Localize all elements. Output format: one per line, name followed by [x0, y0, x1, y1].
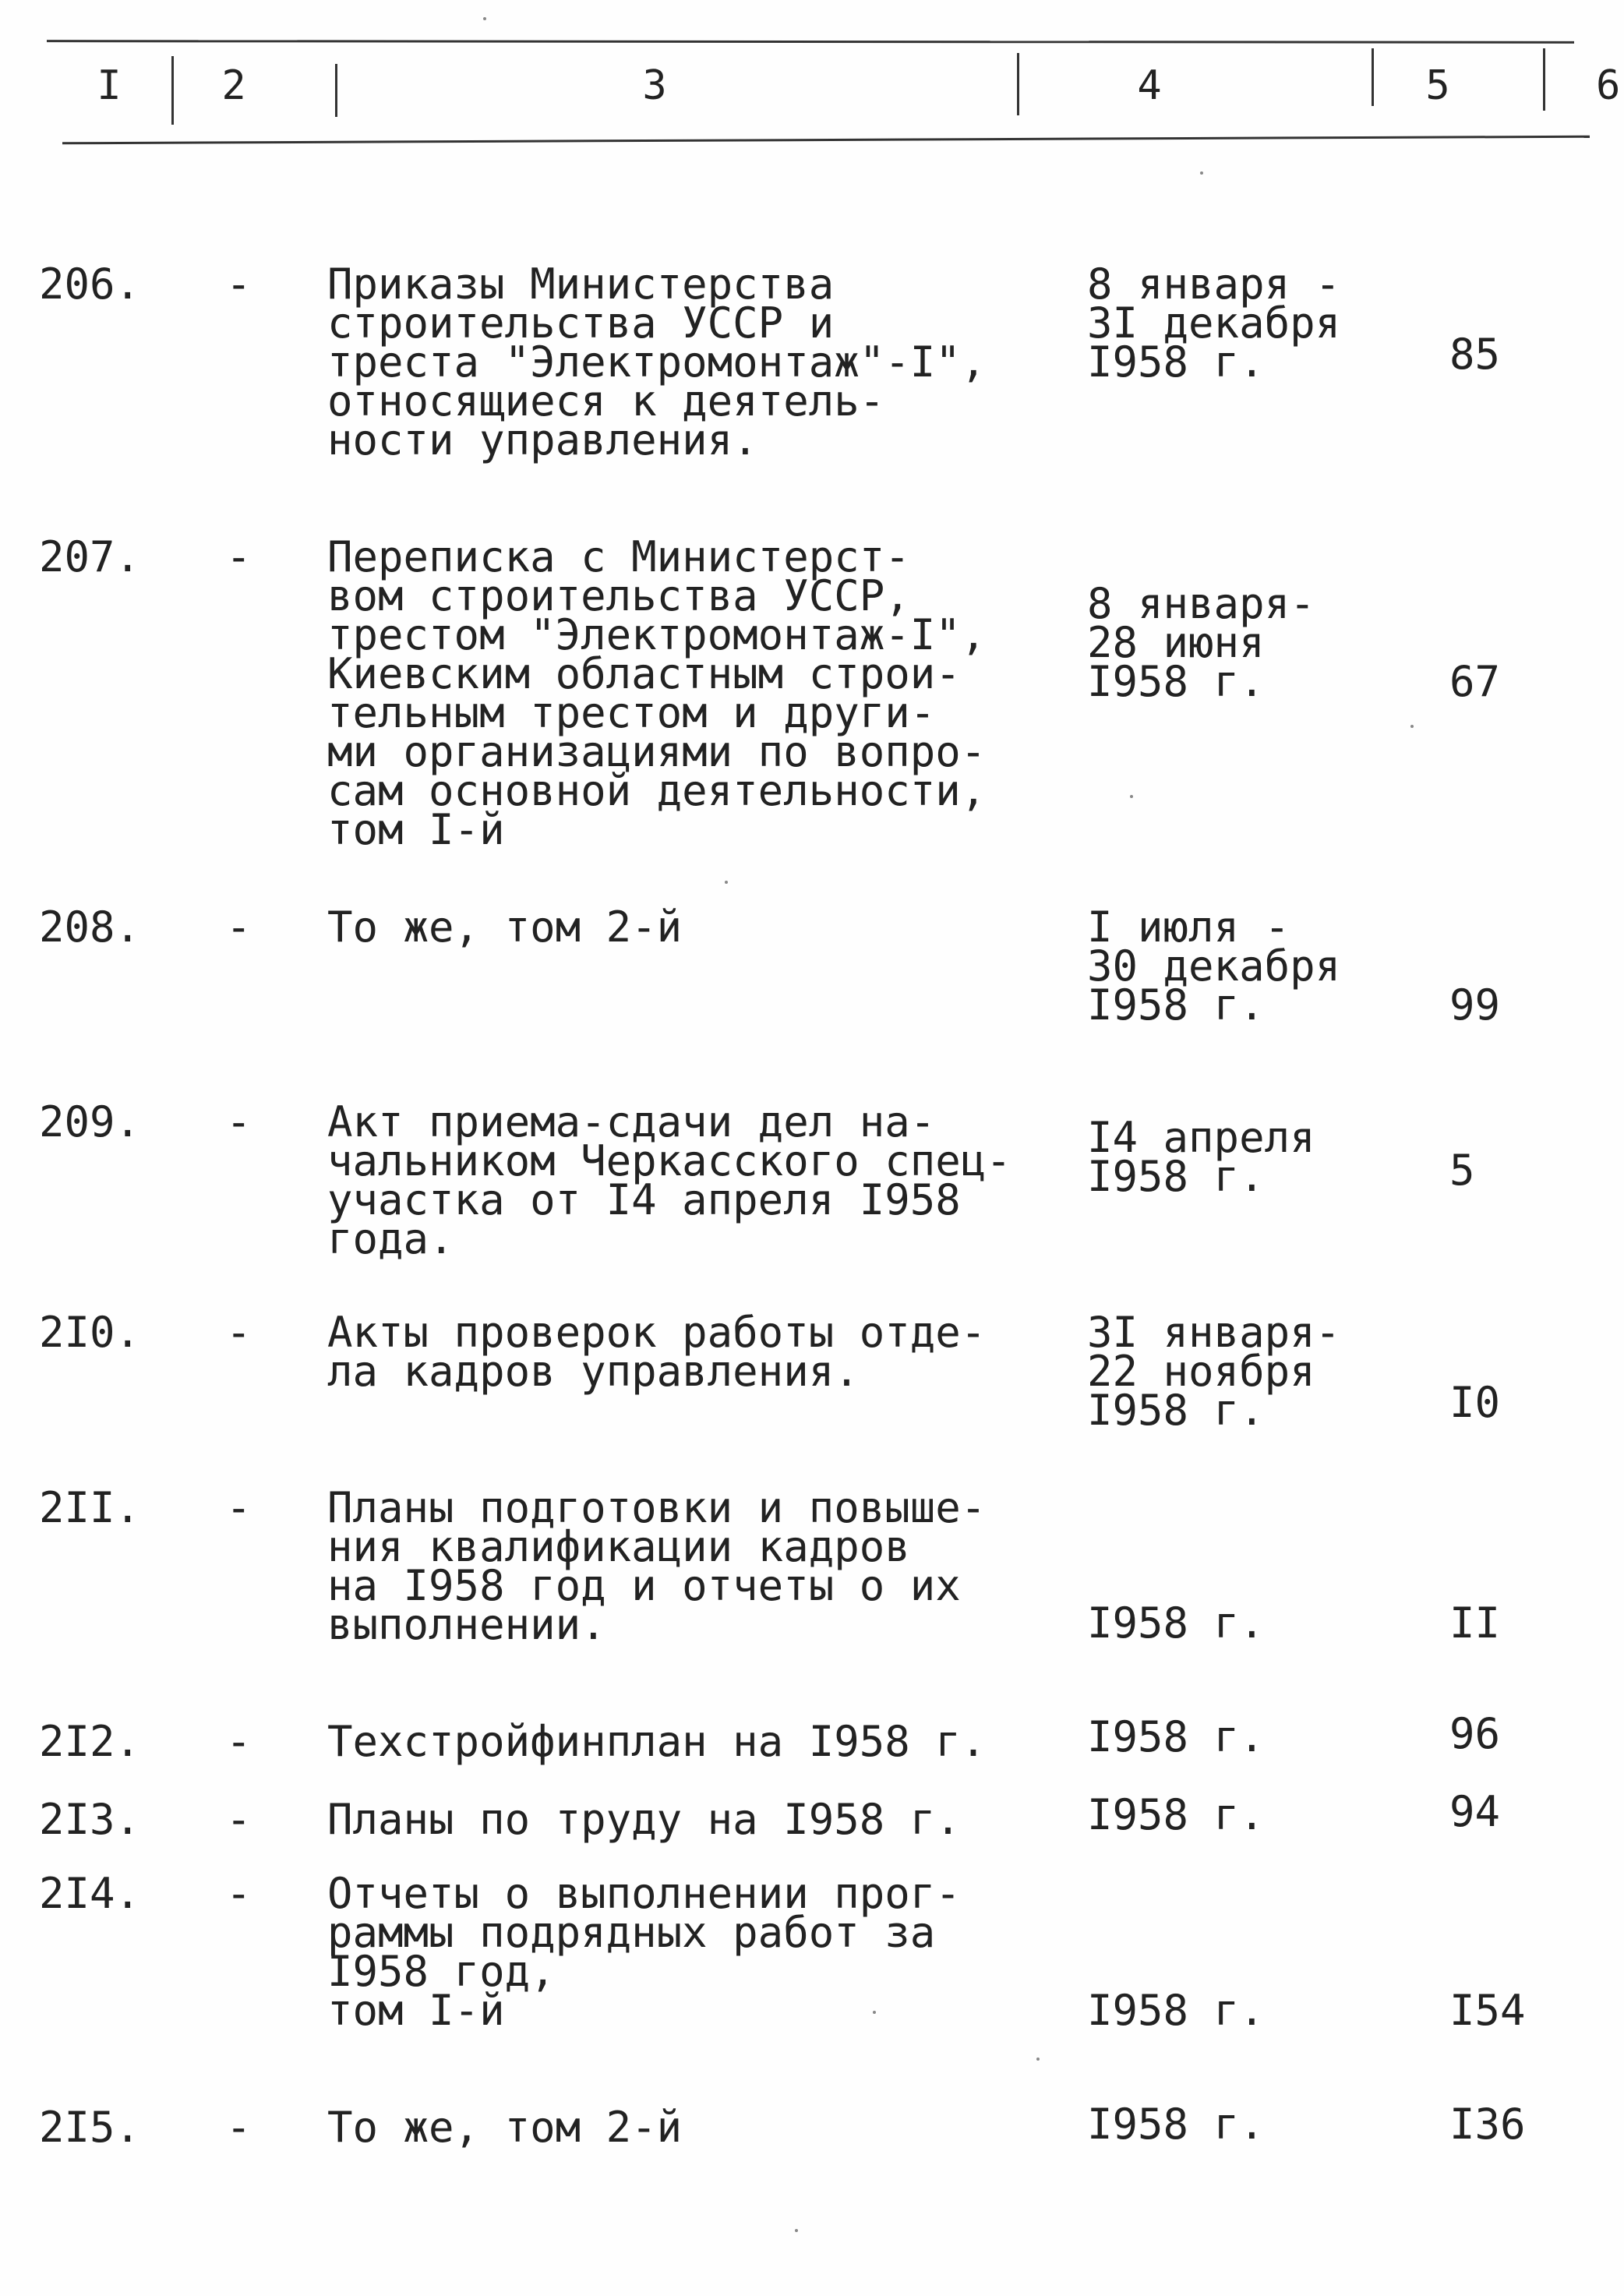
row-sheet-count: 85	[1449, 330, 1501, 379]
header-col-5: 5	[1425, 62, 1450, 109]
row-number: 206.	[39, 260, 141, 309]
row-sheet-count: I36	[1449, 2100, 1526, 2149]
row-dash: -	[226, 1483, 252, 1532]
row-title: То же, том 2-й	[327, 2103, 683, 2152]
header-divider-4-5	[1372, 48, 1374, 106]
row-title: Акт приема-сдачи дел на- чальником Черкасского спец- участка от I4 апреля I958 года.	[327, 1097, 1011, 1263]
header-divider-3-4	[1017, 53, 1019, 115]
row-sheet-count: 94	[1449, 1787, 1501, 1836]
row-number: 2I4.	[39, 1869, 141, 1918]
header-divider-1-2	[171, 56, 174, 125]
scan-speck	[483, 17, 486, 20]
scan-speck	[1200, 171, 1203, 175]
scan-speck	[1130, 795, 1133, 798]
row-sheet-count: I54	[1449, 1986, 1526, 2035]
row-sheet-count: 67	[1449, 657, 1501, 706]
row-date: I958 г.	[1087, 1790, 1265, 1839]
row-title: Приказы Министерства строительства УССР и треста "Электромонтаж"-I", относящиеся к деятель- ности управления.	[327, 260, 987, 464]
row-dash: -	[226, 1308, 252, 1357]
row-number: 2I5.	[39, 2103, 141, 2152]
row-dash: -	[226, 260, 252, 309]
header-bottom-rule	[62, 136, 1590, 145]
row-dash: -	[226, 1869, 252, 1918]
row-title: Акты проверок работы отде- ла кадров управления.	[327, 1308, 987, 1396]
header-col-2: 2	[221, 62, 246, 109]
row-date: I июля - 30 декабря I958 г.	[1087, 903, 1341, 1030]
row-title: Переписка с Министерст- вом строительства УССР, трестом "Электромонтаж-I", Киевским областным строи- тельным трестом и други- ми организациями по вопро- сам основной деятельности, том I-й	[327, 532, 987, 854]
header-col-6: 6	[1596, 62, 1621, 109]
row-date: I4 апреля I958 г.	[1087, 1113, 1315, 1201]
scan-speck	[725, 881, 728, 884]
row-date: I958 г.	[1087, 1712, 1265, 1761]
row-date: 8 января - 3I декабря I958 г.	[1087, 260, 1341, 387]
row-number: 2I2.	[39, 1717, 141, 1766]
header-col-3: 3	[642, 62, 667, 109]
row-number: 208.	[39, 903, 141, 952]
row-date: I958 г.	[1087, 2100, 1265, 2149]
row-date: 8 января- 28 июня I958 г.	[1087, 579, 1315, 706]
scan-speck	[795, 2229, 798, 2232]
row-sheet-count: 99	[1449, 980, 1501, 1030]
row-title: Планы по труду на I958 г.	[327, 1795, 961, 1844]
row-number: 2I3.	[39, 1795, 141, 1844]
row-dash: -	[226, 1097, 252, 1146]
header-divider-5-6	[1543, 48, 1545, 111]
row-title: То же, том 2-й	[327, 903, 683, 952]
header-top-rule	[47, 40, 1574, 44]
row-title: Планы подготовки и повыше- ния квалификации кадров на I958 год и отчеты о их выполнении.	[327, 1483, 987, 1649]
row-dash: -	[226, 532, 252, 581]
row-number: 2II.	[39, 1483, 141, 1532]
row-dash: -	[226, 903, 252, 952]
row-number: 207.	[39, 532, 141, 581]
scan-speck	[1410, 725, 1414, 728]
row-sheet-count: II	[1449, 1598, 1501, 1648]
row-date: I958 г.	[1087, 1986, 1265, 2035]
row-dash: -	[226, 1717, 252, 1766]
row-dash: -	[226, 2103, 252, 2152]
row-sheet-count: I0	[1449, 1378, 1501, 1427]
row-title: Техстройфинплан на I958 г.	[327, 1717, 987, 1766]
row-number: 209.	[39, 1097, 141, 1146]
row-date: 3I января- 22 ноября I958 г.	[1087, 1308, 1341, 1435]
header-col-4: 4	[1137, 62, 1162, 109]
row-number: 2I0.	[39, 1308, 141, 1357]
header-divider-2-3	[335, 64, 337, 117]
header-col-1: I	[97, 62, 122, 109]
scan-speck	[1036, 2058, 1040, 2061]
row-dash: -	[226, 1795, 252, 1844]
row-title: Отчеты о выполнении прог- раммы подрядных работ за I958 год, том I-й	[327, 1869, 961, 2035]
row-sheet-count: 5	[1449, 1146, 1475, 1195]
scan-speck	[873, 2011, 876, 2014]
row-sheet-count: 96	[1449, 1709, 1501, 1758]
row-date: I958 г.	[1087, 1598, 1265, 1648]
